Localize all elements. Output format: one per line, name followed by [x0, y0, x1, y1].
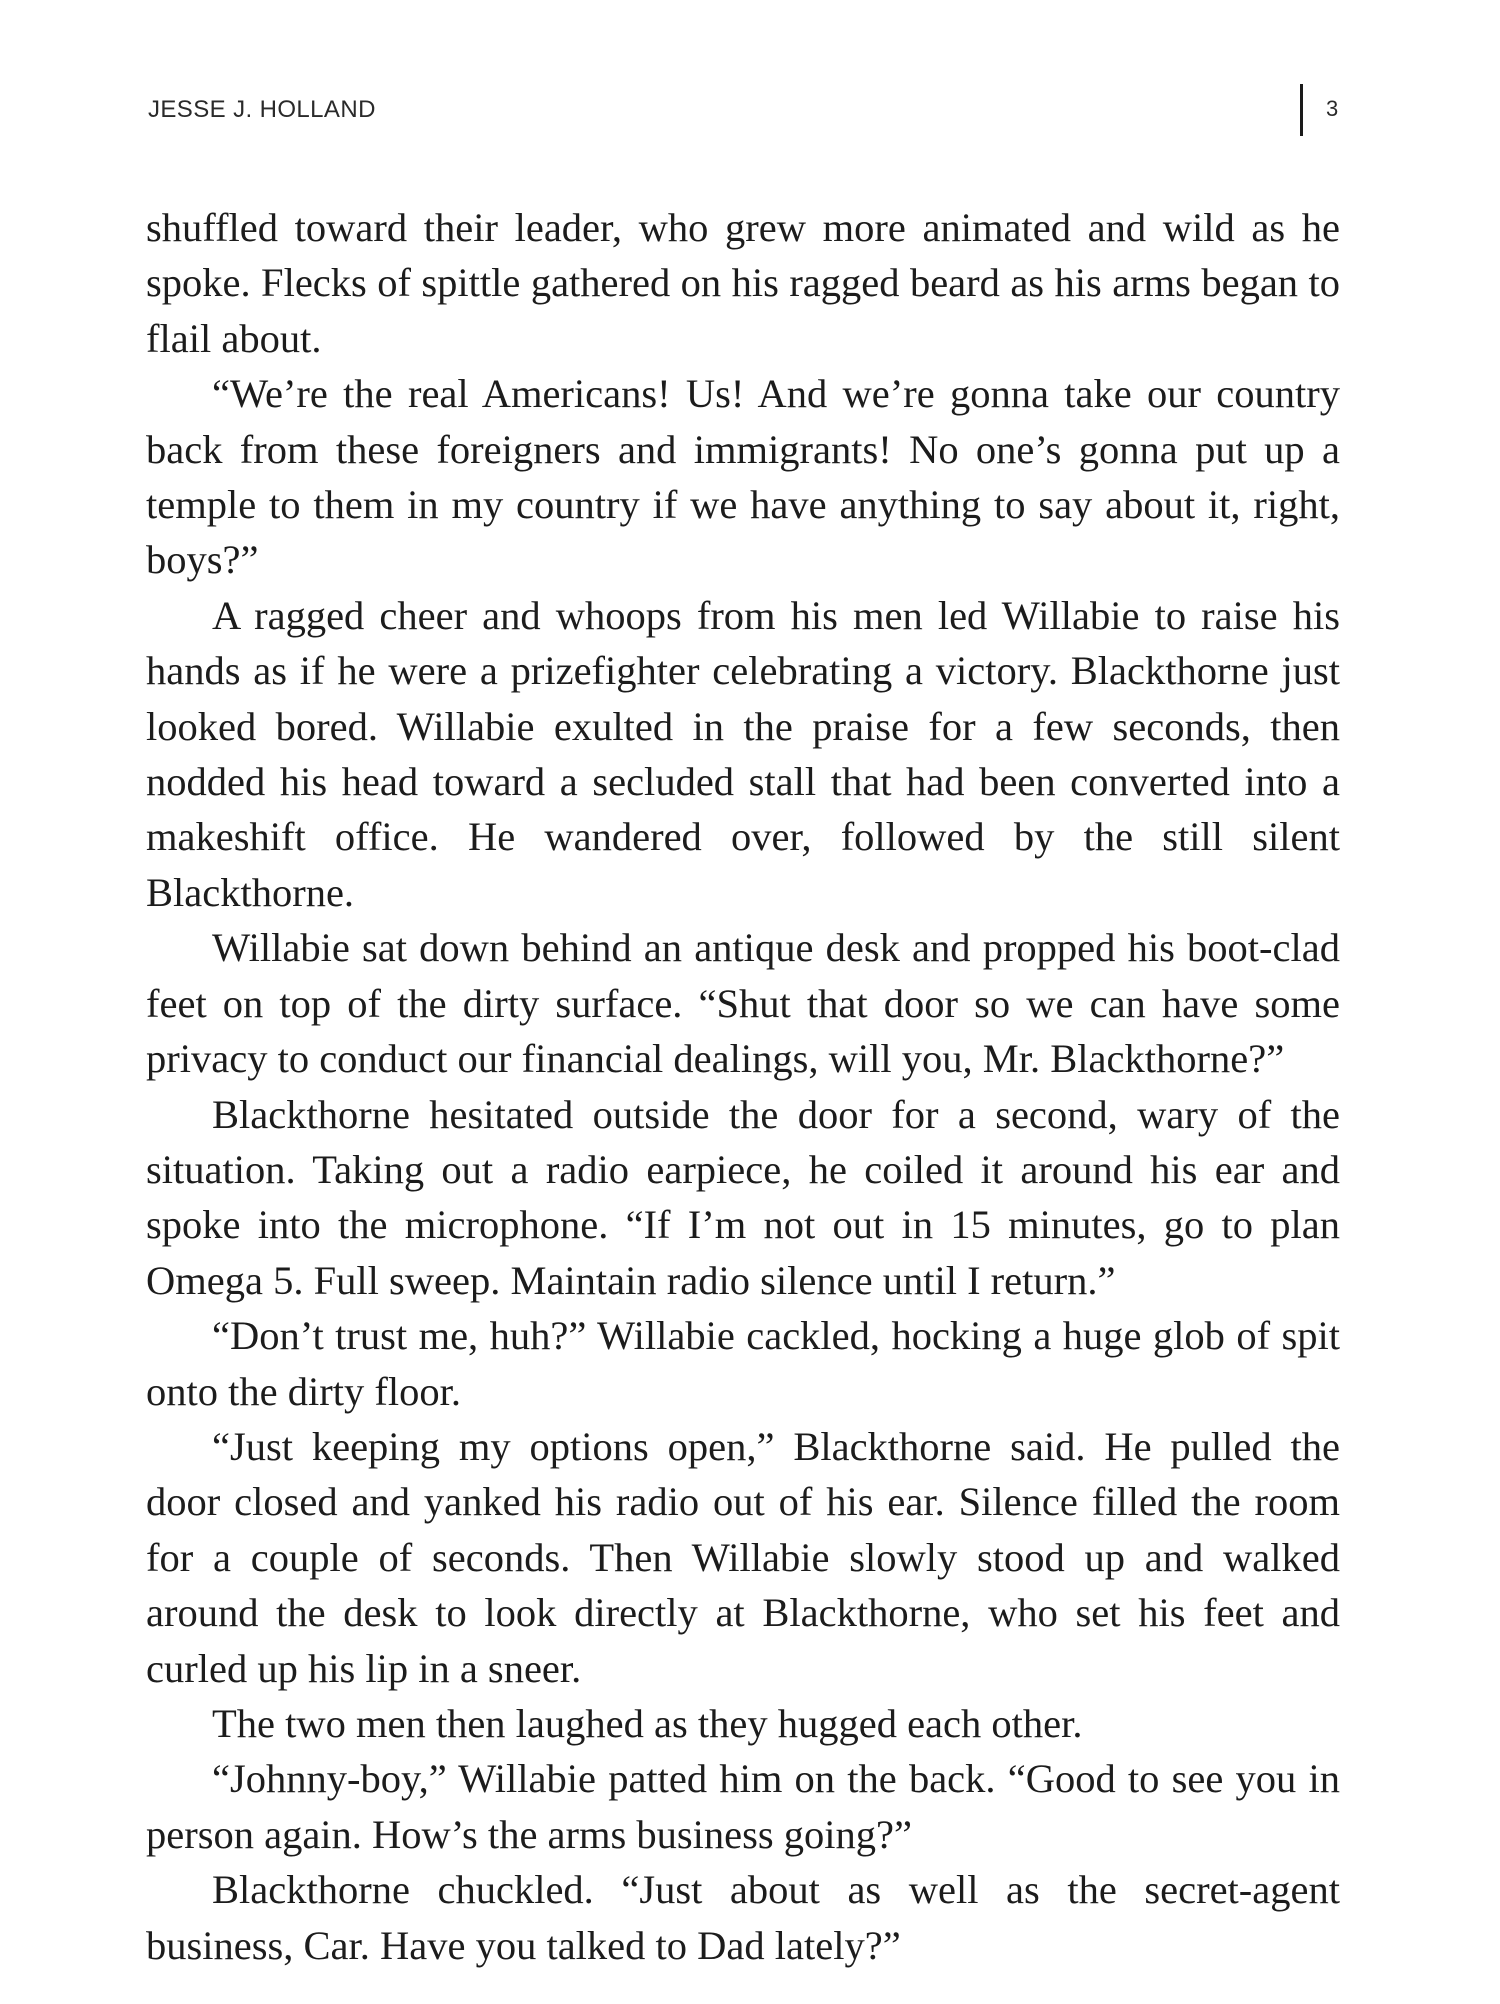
- page-number: 3: [1326, 96, 1339, 121]
- paragraph: The two men then laughed as they hugged each other.: [212, 1700, 1083, 1746]
- paragraph: Willabie sat down behind an antique desk and propped his boot-clad feet on top of the dirty surface. “Shut that door so we can have some privacy to conduct our financial dealings, will you, Mr. Blackthorne?”: [146, 925, 1340, 1082]
- paragraph: “Johnny-boy,” Willabie patted him on the back. “Good to see you in person again. How’s the arms business going?”: [146, 1756, 1340, 1857]
- paragraph: “We’re the real Americans! Us! And we’re gonna take our country back from these foreigners and immigrants! No one’s gonna put up a temple to them in my country if we have anything to say about it, right, boys?”: [146, 371, 1340, 583]
- paragraph: “Just keeping my options open,” Blackthorne said. He pulled the door closed and yanked his radio out of his ear. Silence filled the room for a couple of seconds. Then Willabie slowly stood up and walked around the desk to look directly at Blackthorne, who set his feet and curled up his lip in a sneer.: [146, 1423, 1340, 1691]
- paragraph: A ragged cheer and whoops from his men led Willabie to raise his hands as if he were a prizefighter celebrating a victory. Blackthorne just looked bored. Willabie exulted in the praise for a few seconds, then nodded his head toward a secluded stall that had been converted into a makeshift office. He wandered over, followed by the still silent Blackthorne.: [146, 592, 1340, 915]
- paragraph: Blackthorne chuckled. “Just about as well as the secret-agent business, Car. Have you talked to Dad lately?”: [146, 1867, 1340, 1968]
- running-head-author: JESSE J. HOLLAND: [148, 96, 376, 123]
- paragraph: Blackthorne hesitated outside the door for a second, wary of the situation. Taking out a radio earpiece, he coiled it around his ear and spoke into the microphone. “If I’m not out in 15 minutes, go to plan Omega 5. Full sweep. Maintain radio silence until I return.”: [146, 1091, 1340, 1303]
- folio-divider: [1300, 84, 1303, 136]
- body-text: [146, 200, 1340, 1973]
- paragraph: “Don’t trust me, huh?” Willabie cackled, hocking a huge glob of spit onto the dirty floor.: [146, 1313, 1340, 1414]
- paragraph-continued: shuffled toward their leader, who grew more animated and wild as he spoke. Flecks of spittle gathered on his ragged beard as his arms began to flail about.: [146, 205, 1340, 361]
